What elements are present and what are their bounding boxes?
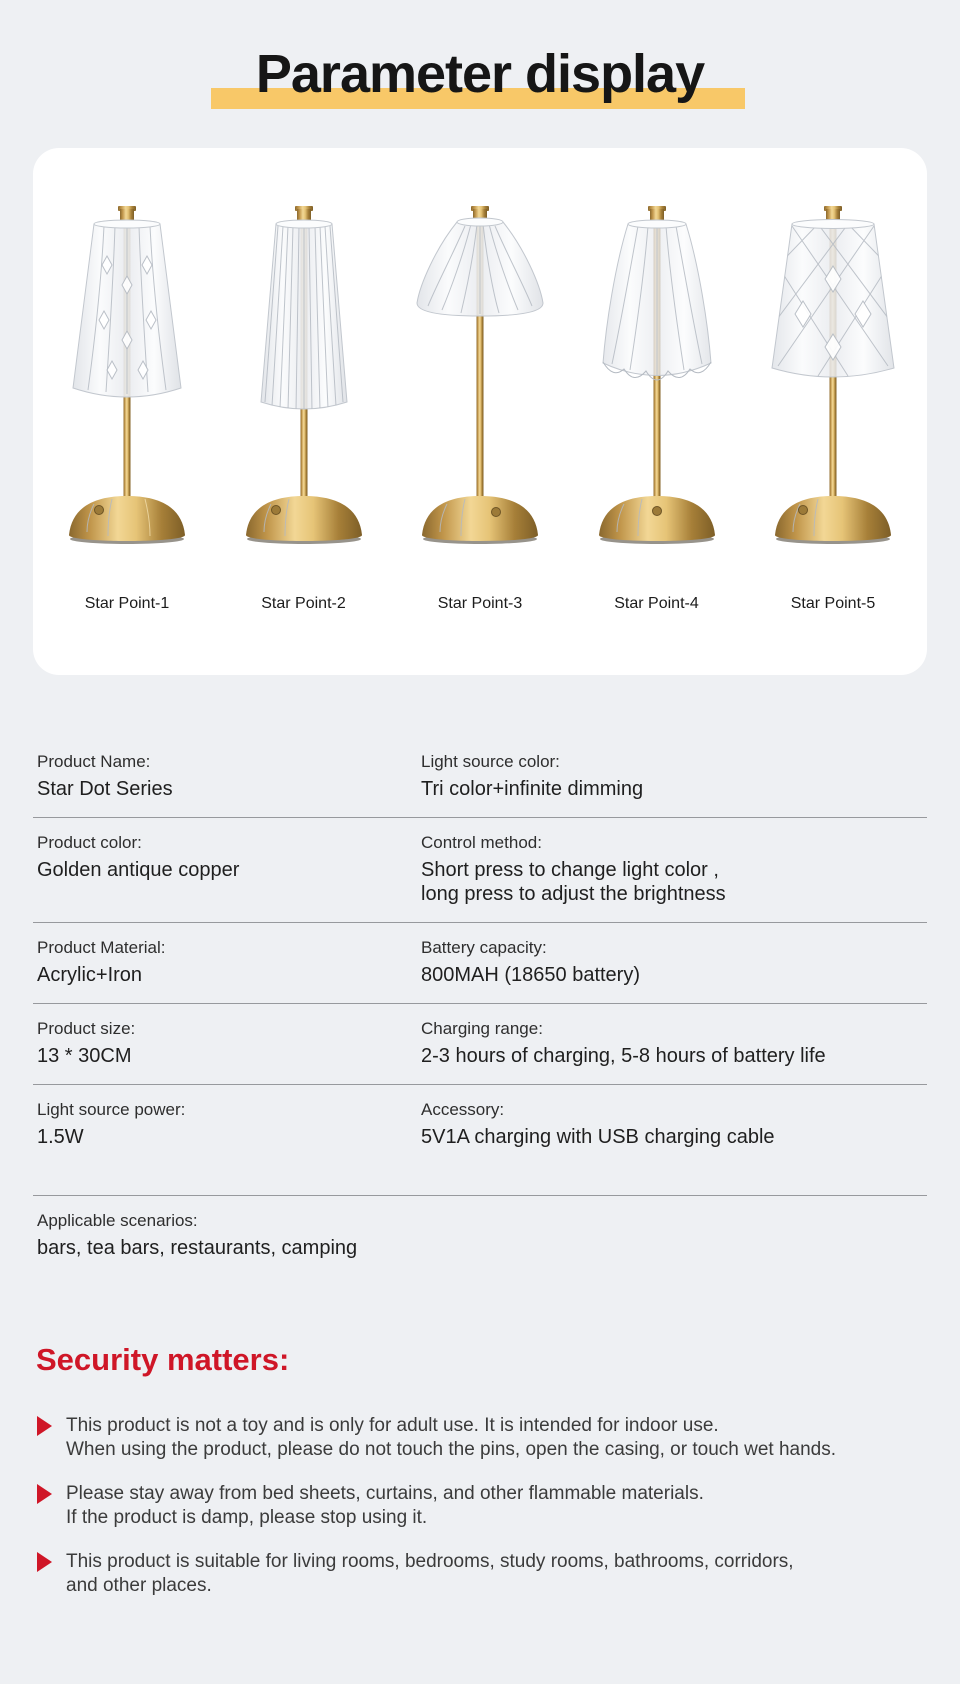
spec-label: Product Name:	[37, 752, 151, 771]
lamp-figure-3	[392, 206, 568, 613]
lamp-label: Star Point-5	[790, 595, 876, 612]
spec-value: 800MAH (18650 battery)	[421, 964, 641, 986]
security-line: When using the product, please do not touch the pins, open the casing, or touch wet hands.	[66, 1439, 837, 1460]
bullet-triangle-icon	[37, 1416, 52, 1436]
lamp-label: Star Point-2	[261, 595, 346, 612]
spec-cell-right	[421, 1099, 927, 1149]
security-item	[36, 1414, 924, 1462]
security-item	[36, 1550, 924, 1598]
spec-row	[33, 1085, 927, 1196]
spec-label: Battery capacity:	[421, 938, 547, 957]
lamp-figure-2	[216, 206, 392, 613]
lamp-base	[422, 496, 538, 541]
spec-row	[33, 731, 927, 818]
spec-cell-left	[33, 751, 421, 801]
spec-value: 2-3 hours of charging, 5-8 hours of battery life	[421, 1045, 826, 1067]
lamp-image-star-point-3	[395, 206, 565, 551]
security-line: Please stay away from bed sheets, curtains, and other flammable materials.	[66, 1483, 704, 1504]
lamp-image-star-point-4	[572, 206, 742, 551]
page-title: Parameter display	[255, 44, 705, 104]
spec-label: Light source power:	[37, 1100, 186, 1119]
lamp-switch-knob	[799, 506, 808, 515]
spec-value: Acrylic+Iron	[37, 964, 143, 986]
bullet-triangle-icon	[37, 1552, 52, 1572]
spec-label: Light source color:	[421, 752, 560, 771]
lamp-base	[599, 496, 715, 541]
product-showcase-card	[33, 148, 927, 675]
spec-value: Short press to change light color ,	[421, 859, 719, 881]
spec-table	[33, 731, 927, 1276]
security-line: and other places.	[66, 1575, 212, 1596]
spec-cell-right	[421, 832, 927, 906]
spec-label: Product Material:	[37, 938, 166, 957]
spec-cell-left	[33, 1018, 421, 1068]
spec-cell-right	[421, 1018, 927, 1068]
lamp-switch-knob	[492, 508, 501, 517]
lamp-image-star-point-2	[219, 206, 389, 551]
lamp-image-star-point-5	[748, 206, 918, 551]
spec-cell-right	[421, 751, 927, 801]
spec-cell-left	[33, 832, 421, 906]
security-line: This product is suitable for living rooms, bedrooms, study rooms, bathrooms, corridors,	[66, 1551, 794, 1572]
spec-row	[33, 923, 927, 1004]
spec-label: Product size:	[37, 1019, 136, 1038]
spec-value: Golden antique copper	[37, 859, 240, 881]
page-header	[0, 0, 960, 104]
spec-row	[33, 1196, 927, 1276]
lamp-base	[775, 496, 891, 541]
spec-label: Charging range:	[421, 1019, 543, 1038]
spec-label: Product color:	[37, 833, 142, 852]
lamp-switch-knob	[271, 506, 280, 515]
spec-label: Applicable scenarios:	[37, 1211, 198, 1230]
lamp-switch-knob	[95, 506, 104, 515]
lamp-figure-5	[745, 206, 921, 613]
spec-value: 13 * 30CM	[37, 1045, 132, 1067]
security-heading: Security matters:	[36, 1342, 290, 1377]
spec-cell-right	[421, 937, 927, 987]
lamp-switch-knob	[652, 507, 661, 516]
security-line: If the product is damp, please stop using it.	[66, 1507, 428, 1528]
bullet-triangle-icon	[37, 1484, 52, 1504]
spec-value: long press to adjust the brightness	[421, 883, 726, 905]
security-item	[36, 1482, 924, 1530]
spec-cell-left	[33, 1210, 357, 1260]
lamp-label: Star Point-1	[84, 595, 170, 612]
lamp-label: Star Point-4	[614, 595, 699, 612]
lamp-figure-4	[569, 206, 745, 613]
lamp-image-star-point-1	[42, 206, 212, 551]
spec-row	[33, 818, 927, 923]
spec-row	[33, 1004, 927, 1085]
spec-cell-left	[33, 1099, 421, 1149]
spec-value: 5V1A charging with USB charging cable	[421, 1126, 775, 1148]
spec-value: Star Dot Series	[37, 778, 173, 800]
security-section	[36, 1342, 924, 1598]
spec-label: Control method:	[421, 833, 542, 852]
lamp-label: Star Point-3	[437, 595, 523, 612]
lamp-base	[69, 496, 185, 541]
lamp-base	[246, 496, 362, 541]
spec-value: bars, tea bars, restaurants, camping	[37, 1237, 358, 1259]
spec-value: 1.5W	[37, 1126, 84, 1148]
security-line: This product is not a toy and is only for adult use. It is intended for indoor use.	[66, 1415, 719, 1436]
spec-cell-left	[33, 937, 421, 987]
spec-value: Tri color+infinite dimming	[421, 778, 644, 800]
spec-label: Accessory:	[421, 1100, 505, 1119]
lamp-figure-1	[39, 206, 215, 613]
